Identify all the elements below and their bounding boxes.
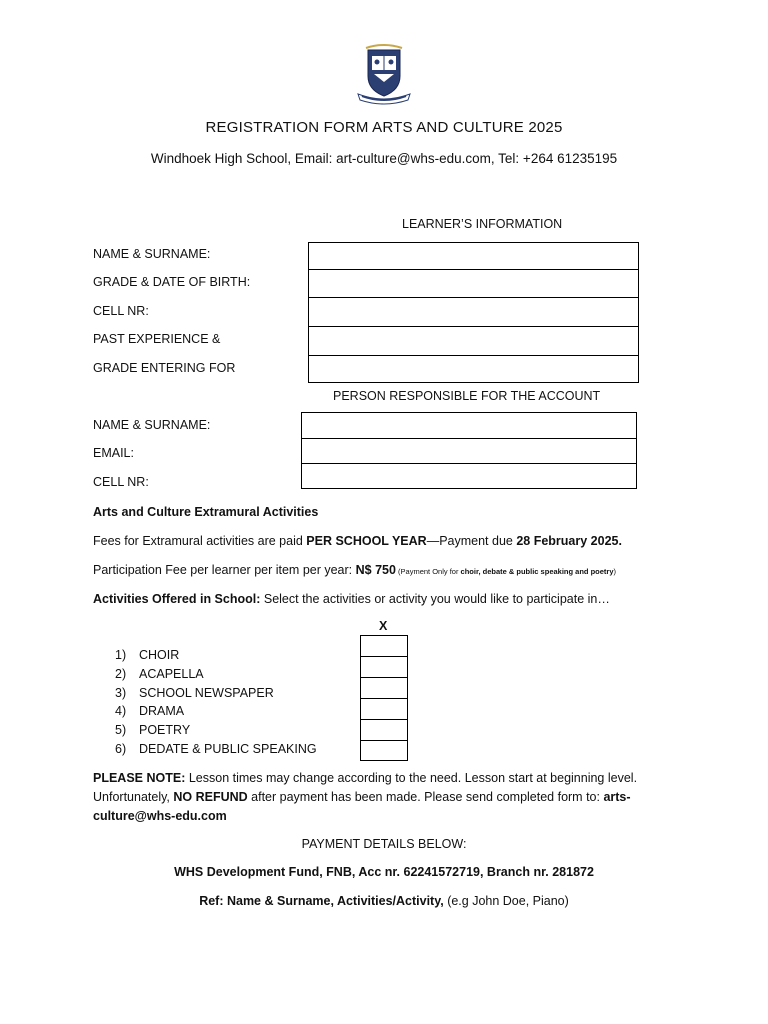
per-school-year: PER SCHOOL YEAR [306, 534, 427, 548]
learner-experience-label: PAST EXPERIENCE & [93, 332, 221, 346]
activity-number: 6) [115, 741, 127, 756]
payment-reference [0, 894, 768, 908]
account-heading: PERSON RESPONSIBLE FOR THE ACCOUNT [333, 389, 601, 403]
activity-name: CHOIR [139, 648, 180, 662]
learner-grade-entering-label: GRADE ENTERING FOR [93, 361, 236, 375]
no-refund-text: NO REFUND [173, 790, 248, 804]
extramural-heading: Arts and Culture Extramural Activities [93, 505, 319, 519]
activities-list [93, 646, 353, 759]
activity-name: SCHOOL NEWSPAPER [139, 685, 274, 700]
activity-item [93, 721, 353, 740]
selection-column-header: X [379, 619, 388, 633]
drama-checkbox[interactable] [360, 698, 408, 720]
learner-cell-label: CELL NR: [93, 304, 149, 318]
account-name-field[interactable] [301, 412, 637, 439]
note-text-part: after payment has been made. Please send completed form to: [247, 790, 604, 804]
activities-offered-label: Activities Offered in School: [93, 592, 261, 606]
learner-name-label: NAME & SURNAME: [93, 247, 211, 261]
school-contact-line: Windhoek High School, Email: art-culture@whs-edu.com, Tel: +264 61235195 [150, 151, 618, 166]
note-text-part: Lesson times may change according to the need. Lesson start at beginning level. Unfortunately, [93, 771, 638, 804]
activity-name: DEDATE & PUBLIC SPEAKING [139, 741, 317, 756]
learner-grade-dob-label: GRADE & DATE OF BIRTH: [93, 275, 251, 289]
activities-offered-instruction: Select the activities or activity you would like to participate in… [260, 592, 610, 606]
payment-reference-example: (e.g John Doe, Piano) [443, 894, 569, 908]
bank-details: WHS Development Fund, FNB, Acc nr. 62241572719, Branch nr. 281872 [174, 865, 594, 879]
activity-number: 1) [115, 648, 127, 662]
fees-text [93, 532, 673, 551]
fee-note-activities: choir, debate & public speaking and poetry [460, 567, 614, 576]
activity-name: ACAPELLA [139, 666, 204, 681]
learner-name-field[interactable] [308, 242, 639, 270]
poetry-checkbox[interactable] [360, 719, 408, 741]
participation-fee-text [93, 561, 713, 581]
account-cell-field[interactable] [301, 463, 637, 489]
submission-email: arts-culture@whs-edu.com [93, 790, 631, 823]
fees-text-part: Fees for Extramural activities are paid [93, 534, 307, 548]
account-email-label: EMAIL: [93, 446, 134, 460]
school-crest-icon [354, 44, 414, 106]
learner-grade-entering-field[interactable] [308, 355, 639, 383]
activity-number: 4) [115, 704, 127, 719]
learner-grade-dob-field[interactable] [308, 269, 639, 298]
payment-reference-label: Ref: Name & Surname, Activities/Activity, [199, 894, 444, 908]
activity-item [93, 684, 353, 703]
school-newspaper-checkbox[interactable] [360, 677, 408, 699]
please-note-label: PLEASE NOTE: [93, 771, 186, 785]
account-email-field[interactable] [301, 438, 637, 464]
fee-note-suffix: ) [613, 567, 616, 576]
form-title: REGISTRATION FORM ARTS AND CULTURE 2025 [205, 119, 563, 136]
debate-public-speaking-checkbox[interactable] [360, 740, 408, 761]
activity-item [93, 646, 353, 665]
activity-number: 5) [115, 723, 127, 738]
activity-item [93, 702, 353, 721]
activity-item [93, 740, 353, 759]
participation-fee-label: Participation Fee per learner per item per year: [93, 563, 356, 577]
acapella-checkbox[interactable] [360, 656, 408, 678]
activity-number: 3) [115, 685, 127, 700]
payment-details-heading: PAYMENT DETAILS BELOW: [301, 837, 467, 851]
learner-cell-field[interactable] [308, 297, 639, 327]
learner-experience-field[interactable] [308, 326, 639, 356]
account-cell-label: CELL NR: [93, 475, 149, 489]
activities-offered-text [93, 590, 693, 609]
account-name-label: NAME & SURNAME: [93, 418, 211, 432]
payment-due-date: 28 February 2025. [516, 534, 622, 548]
please-note-paragraph [93, 769, 653, 826]
participation-fee-amount: N$ 750 [355, 563, 396, 577]
fees-text-mid: —Payment due [426, 534, 517, 548]
choir-checkbox[interactable] [360, 635, 408, 657]
activity-number: 2) [115, 666, 127, 681]
activity-name: POETRY [139, 723, 191, 738]
activity-item [93, 665, 353, 684]
learner-info-heading: LEARNER’S INFORMATION [402, 217, 563, 231]
activity-name: DRAMA [139, 704, 185, 719]
fee-note-prefix: (Payment Only for [395, 567, 461, 576]
